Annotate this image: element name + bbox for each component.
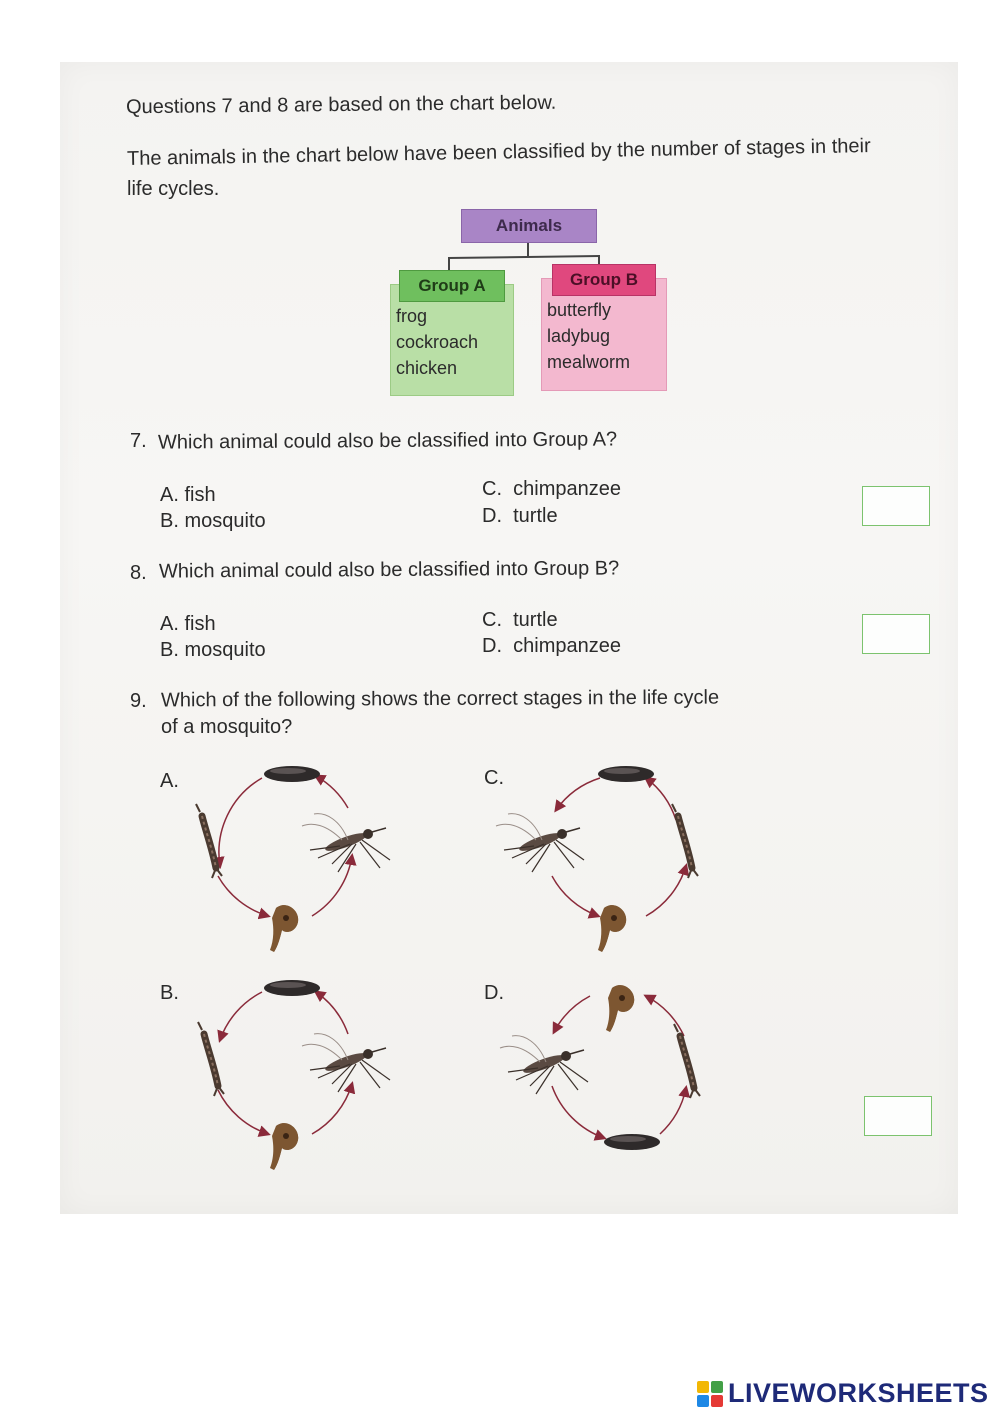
arrow xyxy=(646,778,676,820)
arrow xyxy=(219,778,262,866)
option-letter: B. xyxy=(160,639,179,661)
option-letter: C. xyxy=(482,478,502,500)
group-a-member: cockroach xyxy=(396,332,479,352)
arrow xyxy=(552,876,598,916)
larva-image xyxy=(196,804,222,878)
q8-option-c xyxy=(482,607,558,633)
intro-line-3: life cycles. xyxy=(127,178,220,200)
pupa-image xyxy=(598,905,626,952)
chart-connector-left xyxy=(448,257,450,271)
diagram-label-a: A. xyxy=(160,770,179,792)
option-letter: B. xyxy=(160,510,179,532)
arrow xyxy=(556,778,600,810)
option-text: turtle xyxy=(513,609,558,631)
q8-answer-box[interactable] xyxy=(862,614,930,654)
adult-mosquito-image xyxy=(496,814,584,872)
adult-mosquito-image xyxy=(500,1036,588,1094)
diagram-label-d: D. xyxy=(484,982,504,1004)
q7-option-d xyxy=(482,503,558,529)
egg-image xyxy=(264,980,320,996)
option-text: fish xyxy=(184,613,216,635)
q7-option-a xyxy=(160,482,216,508)
logo-icon xyxy=(697,1379,725,1407)
life-cycle-diagram-a xyxy=(180,756,430,966)
group-a-member: chicken xyxy=(396,358,458,378)
q7-answer-box[interactable] xyxy=(862,486,930,526)
arrow xyxy=(316,776,348,808)
arrow xyxy=(312,1084,352,1134)
chart-connector-vertical xyxy=(527,241,529,257)
group-b-member: butterfly xyxy=(547,300,612,320)
adult-mosquito-image xyxy=(302,1034,390,1092)
option-text: chimpanzee xyxy=(513,478,621,500)
question-7-text: Which animal could also be classified into Group A? xyxy=(157,428,618,454)
arrow xyxy=(218,876,268,916)
question-8-text: Which animal could also be classified into Group B? xyxy=(158,557,620,583)
option-letter: A. xyxy=(160,484,179,506)
egg-image xyxy=(264,766,320,782)
question-8-number: 8. xyxy=(130,562,147,584)
egg-image xyxy=(604,1134,660,1150)
intro-line-1: Questions 7 and 8 are based on the chart below. xyxy=(125,91,557,119)
larva-image xyxy=(674,1024,700,1098)
arrow xyxy=(220,992,262,1040)
group-b-title: Group B xyxy=(552,264,656,296)
intro-line-2: The animals in the chart below have been classified by the number of stages in their xyxy=(126,135,871,170)
arrow xyxy=(646,866,686,916)
egg-image xyxy=(598,766,654,782)
option-text: turtle xyxy=(513,505,558,527)
pupa-image xyxy=(270,1123,298,1170)
arrow xyxy=(660,1088,686,1134)
option-letter: D. xyxy=(482,505,502,527)
life-cycle-diagram-c xyxy=(480,756,730,966)
option-text: mosquito xyxy=(184,510,266,532)
q9-answer-box[interactable] xyxy=(864,1096,932,1136)
diagram-label-b: B. xyxy=(160,982,179,1004)
group-a-title: Group A xyxy=(399,270,505,302)
option-letter: D. xyxy=(482,635,502,657)
option-text: fish xyxy=(184,484,216,506)
pupa-image xyxy=(606,985,634,1032)
adult-mosquito-image xyxy=(302,814,390,872)
option-letter: A. xyxy=(160,613,179,635)
arrow xyxy=(218,1090,268,1134)
q8-option-d xyxy=(482,633,621,659)
question-9-number: 9. xyxy=(130,690,147,712)
group-a-member: frog xyxy=(396,306,428,326)
life-cycle-diagram-b xyxy=(180,970,430,1180)
q7-option-c xyxy=(482,476,621,502)
option-text: mosquito xyxy=(184,639,266,661)
arrow xyxy=(554,996,590,1032)
arrow xyxy=(316,992,348,1034)
life-cycle-diagram-d xyxy=(480,970,730,1180)
larva-image xyxy=(198,1022,224,1096)
q8-option-a xyxy=(160,611,216,637)
animals-node: Animals xyxy=(461,209,597,243)
arrow xyxy=(552,1086,604,1138)
q7-option-b xyxy=(160,508,266,534)
q8-option-b xyxy=(160,637,266,663)
group-b-member: ladybug xyxy=(547,326,611,346)
arrow xyxy=(646,996,684,1036)
question-9-text-line-1: Which of the following shows the correct stages in the life cycle xyxy=(160,686,720,712)
question-7-number: 7. xyxy=(130,430,147,452)
arrow xyxy=(312,856,352,916)
diagram-label-c: C. xyxy=(484,767,504,789)
option-text: chimpanzee xyxy=(513,635,621,657)
option-letter: C. xyxy=(482,609,502,631)
question-9-text-line-2: of a mosquito? xyxy=(161,716,293,738)
group-b-member: mealworm xyxy=(547,352,631,372)
pupa-image xyxy=(270,905,298,952)
logo-text: LIVEWORKSHEETS xyxy=(728,1377,989,1408)
liveworksheets-logo[interactable] xyxy=(697,1376,989,1410)
